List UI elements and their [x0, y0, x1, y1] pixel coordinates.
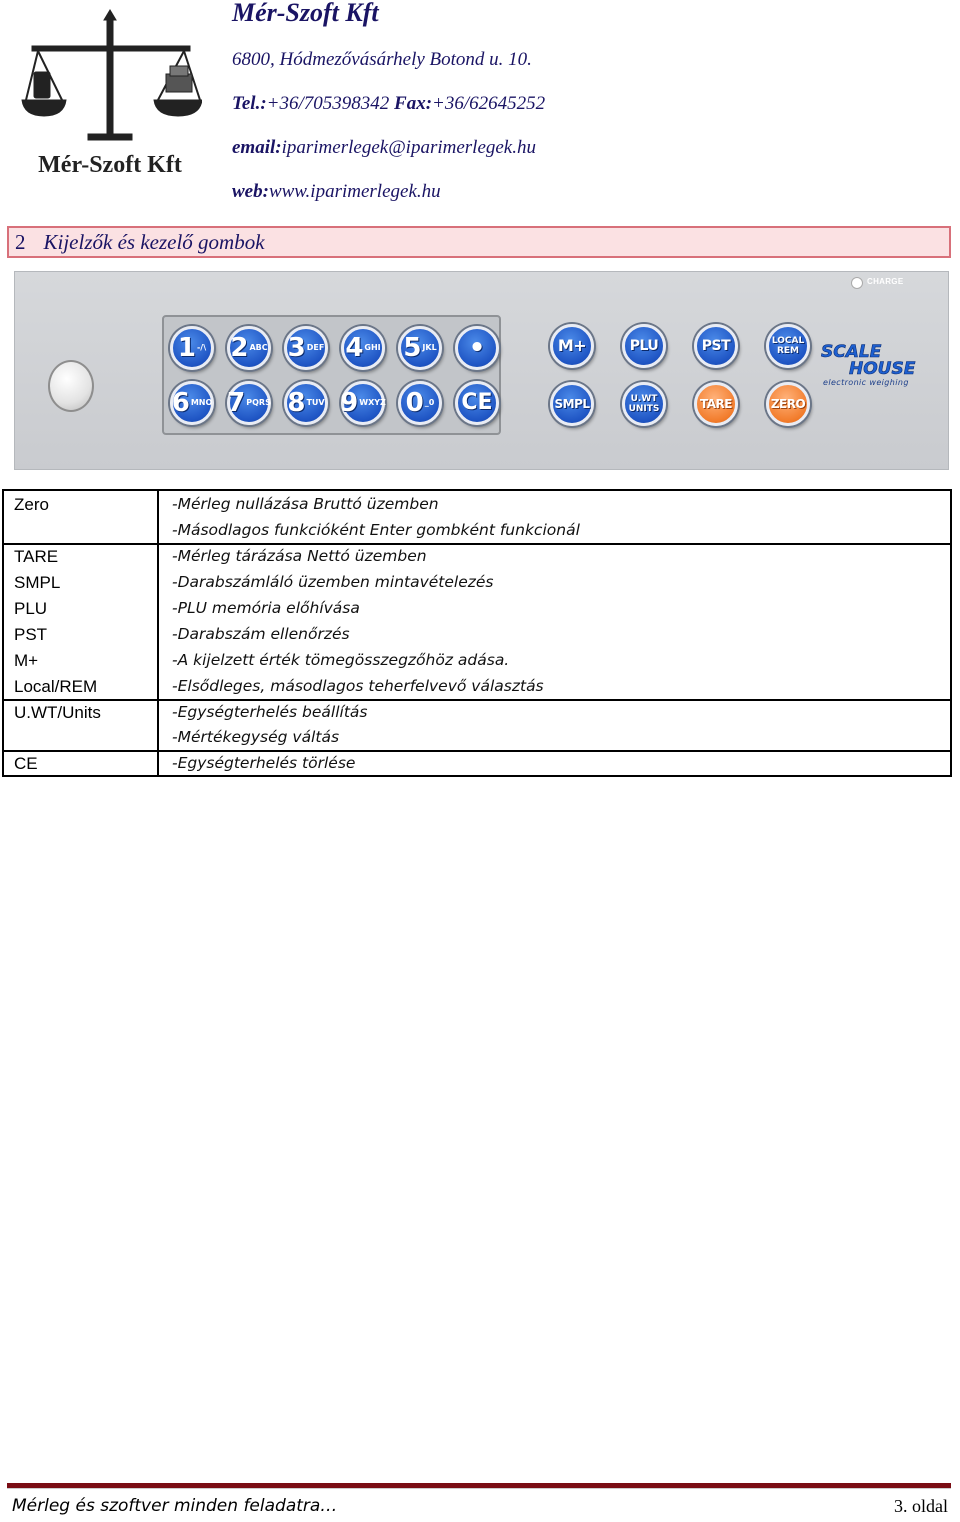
keypad-panel-image [14, 271, 949, 470]
key-pst: PST [694, 324, 738, 368]
table-key-smpl: SMPL [14, 573, 61, 592]
key-tare: TARE [694, 382, 738, 426]
company-logo [18, 6, 202, 182]
table-row-divider [4, 543, 950, 545]
key-2: 2 ABC [227, 326, 271, 370]
company-email [232, 126, 545, 170]
key-3: 3 DEF [284, 326, 328, 370]
table-desc-m-plus: -A kijelzett érték tömegösszegzőhöz adása. [172, 651, 510, 669]
key-uwt-units: U.WT UNITS [622, 382, 666, 426]
footer-slogan: Mérleg és szoftver minden feladatra… [12, 1496, 338, 1516]
company-address: 6800, Hódmezővásárhely Botond u. 10. [232, 49, 532, 70]
table-desc-uwt-units-2: -Mértékegység váltás [172, 728, 340, 746]
key-8: 8 TUV [284, 381, 328, 425]
table-row-divider [4, 750, 950, 752]
brand-line-2: HOUSE [849, 359, 916, 379]
section-title: Kijelzők és kezelő gombok [43, 230, 265, 254]
table-column-divider [157, 491, 159, 775]
table-row-divider [4, 699, 950, 701]
section-heading [7, 226, 951, 258]
table-desc-local-rem: -Elsődleges, másodlagos teherfelvevő választás [172, 677, 544, 695]
fax-label: Fax: [394, 93, 433, 114]
section-number: 2 [15, 230, 26, 254]
key-0: 0 _0 [398, 381, 442, 425]
charge-label: CHARGE [867, 277, 904, 286]
table-desc-smpl: -Darabszámláló üzemben mintavételezés [172, 573, 494, 591]
table-desc-tare: -Mérleg tárázása Nettó üzemben [172, 547, 427, 565]
email-label: email: [232, 137, 282, 158]
brand-tagline: electronic weighing [823, 378, 909, 387]
key-smpl: SMPL [550, 382, 594, 426]
key-local-rem: LOCAL REM [766, 324, 810, 368]
key-1: 1 -/\ [170, 326, 214, 370]
table-desc-uwt-units-1: -Egységterhelés beállítás [172, 703, 368, 721]
key-m-plus: M+ [550, 324, 594, 368]
key-9: 9 WXYZ [341, 381, 385, 425]
web-value[interactable]: www.iparimerlegek.hu [268, 181, 441, 202]
footer-rule [7, 1483, 951, 1489]
key-ce: CE [455, 381, 499, 425]
table-desc-zero-1: -Mérleg nullázása Bruttó üzemben [172, 495, 439, 513]
company-info [232, 0, 545, 214]
key-6: 6 MNO [170, 381, 214, 425]
page-number: 3. oldal [894, 1496, 948, 1516]
key-plu: PLU [622, 324, 666, 368]
table-desc-zero-2: -Másodlagos funkcióként Enter gombként funkcionál [172, 521, 580, 539]
key-description-table [2, 489, 952, 777]
logo-text: Mér-Szoft Kft [38, 152, 182, 178]
key-5: 5 JKL [398, 326, 442, 370]
table-desc-pst: -Darabszám ellenőrzés [172, 625, 350, 643]
web-label: web: [232, 181, 269, 202]
key-zero: ZERO [766, 382, 810, 426]
numeric-keypad [162, 315, 501, 435]
table-key-zero: Zero [14, 495, 49, 514]
company-phone [232, 82, 545, 126]
table-key-tare: TARE [14, 547, 59, 566]
table-desc-plu: -PLU memória előhívása [172, 599, 360, 617]
tel-label: Tel.: [232, 93, 267, 114]
brand-line-1: SCALE [821, 342, 882, 362]
company-web [232, 170, 545, 214]
scale-house-brand [821, 344, 915, 387]
table-key-pst: PST [14, 625, 48, 644]
table-key-uwt-units: U.WT/Units [14, 703, 101, 722]
table-desc-ce: -Egységterhelés törlése [172, 754, 356, 772]
table-key-m-plus: M+ [14, 651, 39, 670]
table-key-ce: CE [14, 754, 38, 773]
charge-indicator [851, 277, 863, 289]
fax-value: +36/62645252 [432, 93, 546, 114]
power-button [48, 360, 94, 412]
key-decimal-point: • [455, 326, 499, 370]
email-value[interactable]: iparimerlegek@iparimerlegek.hu [281, 137, 536, 158]
table-key-plu: PLU [14, 599, 48, 618]
key-4: 4 GHI [341, 326, 385, 370]
table-key-local-rem: Local/REM [14, 677, 98, 696]
company-name: Mér-Szoft Kft [232, 0, 379, 27]
key-7: 7 PQRS [227, 381, 271, 425]
tel-value: +36/705398342 [266, 93, 390, 114]
